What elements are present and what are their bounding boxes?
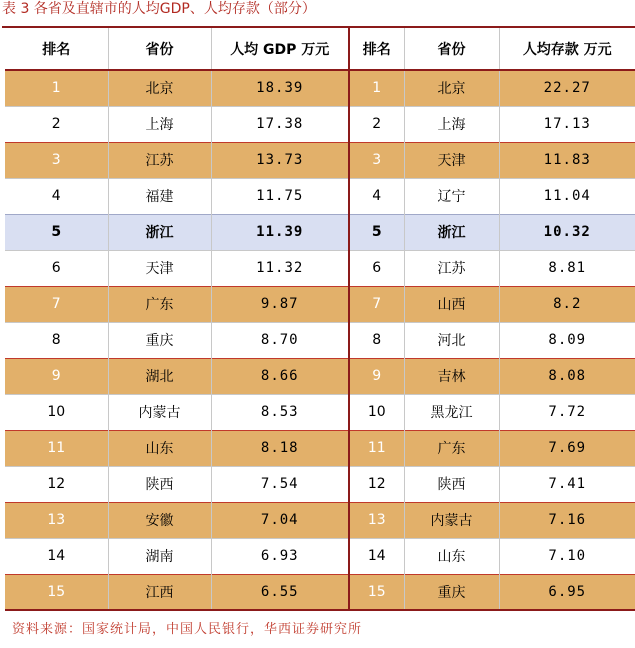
rank-right: 10 — [349, 394, 404, 430]
deposit-value: 8.08 — [499, 358, 635, 394]
province-right: 北京 — [404, 70, 499, 106]
province-right: 浙江 — [404, 214, 499, 250]
province-left: 北京 — [108, 70, 211, 106]
rank-right: 9 — [349, 358, 404, 394]
province-right: 吉林 — [404, 358, 499, 394]
rank-right: 14 — [349, 538, 404, 574]
province-left: 湖北 — [108, 358, 211, 394]
rank-left: 1 — [5, 70, 108, 106]
rank-left: 5 — [5, 214, 108, 250]
rank-left: 12 — [5, 466, 108, 502]
rank-left: 13 — [5, 502, 108, 538]
table-row — [5, 394, 635, 430]
deposit-value: 11.83 — [499, 142, 635, 178]
table-row — [5, 322, 635, 358]
header-gdp: 人均 GDP 万元 — [211, 28, 349, 70]
province-left: 广东 — [108, 286, 211, 322]
deposit-value: 8.2 — [499, 286, 635, 322]
table-row — [5, 250, 635, 286]
gdp-value: 8.70 — [211, 322, 349, 358]
rank-left: 15 — [5, 574, 108, 610]
header-row — [5, 28, 635, 70]
rank-right: 15 — [349, 574, 404, 610]
province-left: 天津 — [108, 250, 211, 286]
province-left: 安徽 — [108, 502, 211, 538]
rank-left: 11 — [5, 430, 108, 466]
gdp-value: 8.53 — [211, 394, 349, 430]
rank-right: 5 — [349, 214, 404, 250]
province-right: 重庆 — [404, 574, 499, 610]
province-right: 山西 — [404, 286, 499, 322]
deposit-value: 6.95 — [499, 574, 635, 610]
table-row — [5, 538, 635, 574]
rank-left: 6 — [5, 250, 108, 286]
province-right: 广东 — [404, 430, 499, 466]
province-right: 辽宁 — [404, 178, 499, 214]
rank-left: 9 — [5, 358, 108, 394]
deposit-value: 8.09 — [499, 322, 635, 358]
gdp-value: 8.66 — [211, 358, 349, 394]
table-row — [5, 106, 635, 142]
province-right: 河北 — [404, 322, 499, 358]
table-row — [5, 178, 635, 214]
table-row — [5, 142, 635, 178]
rank-left: 3 — [5, 142, 108, 178]
deposit-value: 7.10 — [499, 538, 635, 574]
rank-right: 11 — [349, 430, 404, 466]
deposit-value: 7.69 — [499, 430, 635, 466]
gdp-value: 9.87 — [211, 286, 349, 322]
rank-left: 14 — [5, 538, 108, 574]
header-deposit: 人均存款 万元 — [499, 28, 635, 70]
province-right: 陕西 — [404, 466, 499, 502]
rank-right: 6 — [349, 250, 404, 286]
table-row — [5, 574, 635, 610]
gdp-value: 18.39 — [211, 70, 349, 106]
deposit-value: 22.27 — [499, 70, 635, 106]
gdp-value: 6.55 — [211, 574, 349, 610]
deposit-value: 7.16 — [499, 502, 635, 538]
province-left: 内蒙古 — [108, 394, 211, 430]
header-province-right: 省份 — [404, 28, 499, 70]
rank-right: 13 — [349, 502, 404, 538]
province-left: 江苏 — [108, 142, 211, 178]
table-caption: 表 3 各省及直辖市的人均GDP、人均存款（部分） — [2, 1, 316, 17]
province-left: 山东 — [108, 430, 211, 466]
gdp-value: 7.54 — [211, 466, 349, 502]
rank-right: 8 — [349, 322, 404, 358]
deposit-value: 7.41 — [499, 466, 635, 502]
province-left: 浙江 — [108, 214, 211, 250]
gdp-value: 11.75 — [211, 178, 349, 214]
rank-right: 3 — [349, 142, 404, 178]
gdp-value: 11.32 — [211, 250, 349, 286]
table-row — [5, 70, 635, 106]
table-row — [5, 466, 635, 502]
deposit-value: 17.13 — [499, 106, 635, 142]
deposit-value: 11.04 — [499, 178, 635, 214]
rank-right: 2 — [349, 106, 404, 142]
source-note: 资料来源：国家统计局，中国人民银行，华西证券研究所 — [12, 622, 363, 637]
header-province-left: 省份 — [108, 28, 211, 70]
table-row — [5, 430, 635, 466]
province-left: 陕西 — [108, 466, 211, 502]
deposit-value: 7.72 — [499, 394, 635, 430]
province-right: 山东 — [404, 538, 499, 574]
rank-right: 12 — [349, 466, 404, 502]
province-right: 内蒙古 — [404, 502, 499, 538]
rank-left: 8 — [5, 322, 108, 358]
province-right: 江苏 — [404, 250, 499, 286]
province-left: 重庆 — [108, 322, 211, 358]
header-rank-right: 排名 — [349, 28, 404, 70]
province-left: 湖南 — [108, 538, 211, 574]
gdp-value: 7.04 — [211, 502, 349, 538]
rank-right: 4 — [349, 178, 404, 214]
rank-left: 10 — [5, 394, 108, 430]
gdp-value: 11.39 — [211, 214, 349, 250]
header-rank-left: 排名 — [5, 28, 108, 70]
province-right: 上海 — [404, 106, 499, 142]
province-left: 上海 — [108, 106, 211, 142]
deposit-value: 10.32 — [499, 214, 635, 250]
table-row — [5, 502, 635, 538]
rank-left: 4 — [5, 178, 108, 214]
rank-left: 7 — [5, 286, 108, 322]
rank-left: 2 — [5, 106, 108, 142]
gdp-value: 13.73 — [211, 142, 349, 178]
rank-right: 1 — [349, 70, 404, 106]
province-left: 福建 — [108, 178, 211, 214]
province-left: 江西 — [108, 574, 211, 610]
rank-right: 7 — [349, 286, 404, 322]
gdp-value: 6.93 — [211, 538, 349, 574]
table-row — [5, 286, 635, 322]
province-right: 黑龙江 — [404, 394, 499, 430]
ranking-table — [5, 28, 635, 611]
gdp-value: 8.18 — [211, 430, 349, 466]
table-row — [5, 358, 635, 394]
table-row — [5, 214, 635, 250]
province-right: 天津 — [404, 142, 499, 178]
deposit-value: 8.81 — [499, 250, 635, 286]
gdp-value: 17.38 — [211, 106, 349, 142]
